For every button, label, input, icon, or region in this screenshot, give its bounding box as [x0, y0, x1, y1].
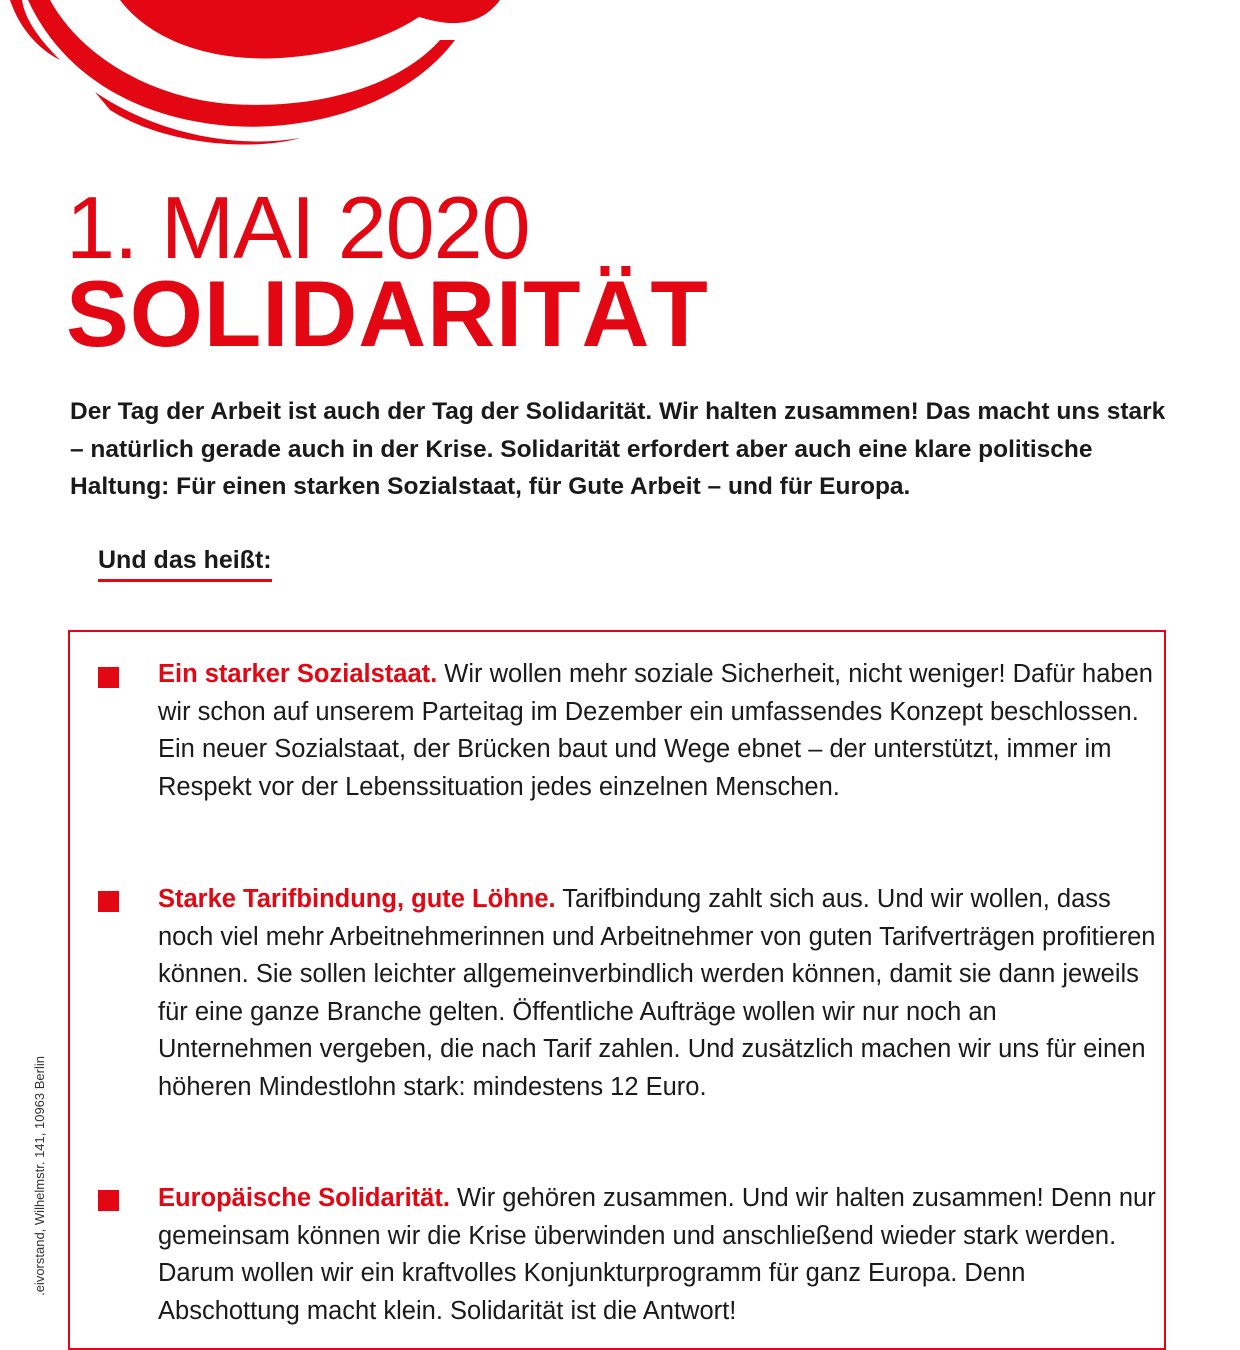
list-item-text [158, 881, 1158, 1106]
bullet-square-icon [98, 1190, 119, 1211]
list-item [158, 1180, 1158, 1330]
subheading: Und das heißt: [98, 542, 272, 582]
list-item-body: Wir gehören zusammen. Und wir halten zusammen! Denn nur gemeinsam können wir die Krise überwinden und anschließend wieder stark werden. Darum wollen wir ein kraftvolles Konjunkturprogramm für ganz Europa. Denn Abschottung macht klein. Solidarität ist die Antwort! [158, 1184, 1156, 1325]
list-item [158, 656, 1158, 806]
rose-logo [0, 0, 520, 145]
list-item-body: Tarifbindung zahlt sich aus. Und wir wollen, dass noch viel mehr Arbeitnehmerinnen und Arbeitnehmer von guten Tarifverträgen profitieren können. Sie sollen leichter allgemeinverbindlich werden können, damit sie dann jeweils für eine ganze Branche gelten. Öffentliche Aufträge wollen wir nur noch an Unternehmen vergeben, die nach Tarif zahlen. Und zusätzlich machen wir uns für einen höheren Mindestlohn stark: mindestens 12 Euro. [158, 885, 1156, 1101]
title-main: SOLIDARITÄT [66, 261, 709, 366]
list-item-lead: Starke Tarifbindung, gute Löhne. [158, 885, 556, 913]
list-item-text [158, 1180, 1158, 1330]
list-item [158, 881, 1158, 1106]
imprint-sidenote: eivorstand, Wilhelmstr. 141, 10963 Berlin. [32, 1056, 47, 1296]
list-item-text [158, 656, 1158, 806]
list-item-lead: Europäische Solidarität. [158, 1184, 450, 1212]
bullet-square-icon [98, 667, 119, 688]
intro-paragraph: Der Tag der Arbeit ist auch der Tag der Solidarität. Wir halten zusammen! Das macht uns stark – natürlich gerade auch in der Krise. Solidarität erfordert aber auch eine klare politische Haltung: Für einen starken Sozialstaat, für Gute Arbeit – und für Europa. [70, 398, 1166, 500]
bullet-square-icon [98, 891, 119, 912]
title-date: 1. MAI 2020 [66, 178, 530, 277]
list-item-lead: Ein starker Sozialstaat. [158, 660, 438, 688]
list-item-body: Wir wollen mehr soziale Sicherheit, nicht weniger! Dafür haben wir schon auf unserem Parteitag im Dezember ein umfassendes Konzept beschlossen. Ein neuer Sozialstaat, der Brücken baut und Wege ebnet – der unterstützt, immer im Respekt vor der Lebenssituation jedes einzelnen Menschen. [158, 660, 1153, 801]
